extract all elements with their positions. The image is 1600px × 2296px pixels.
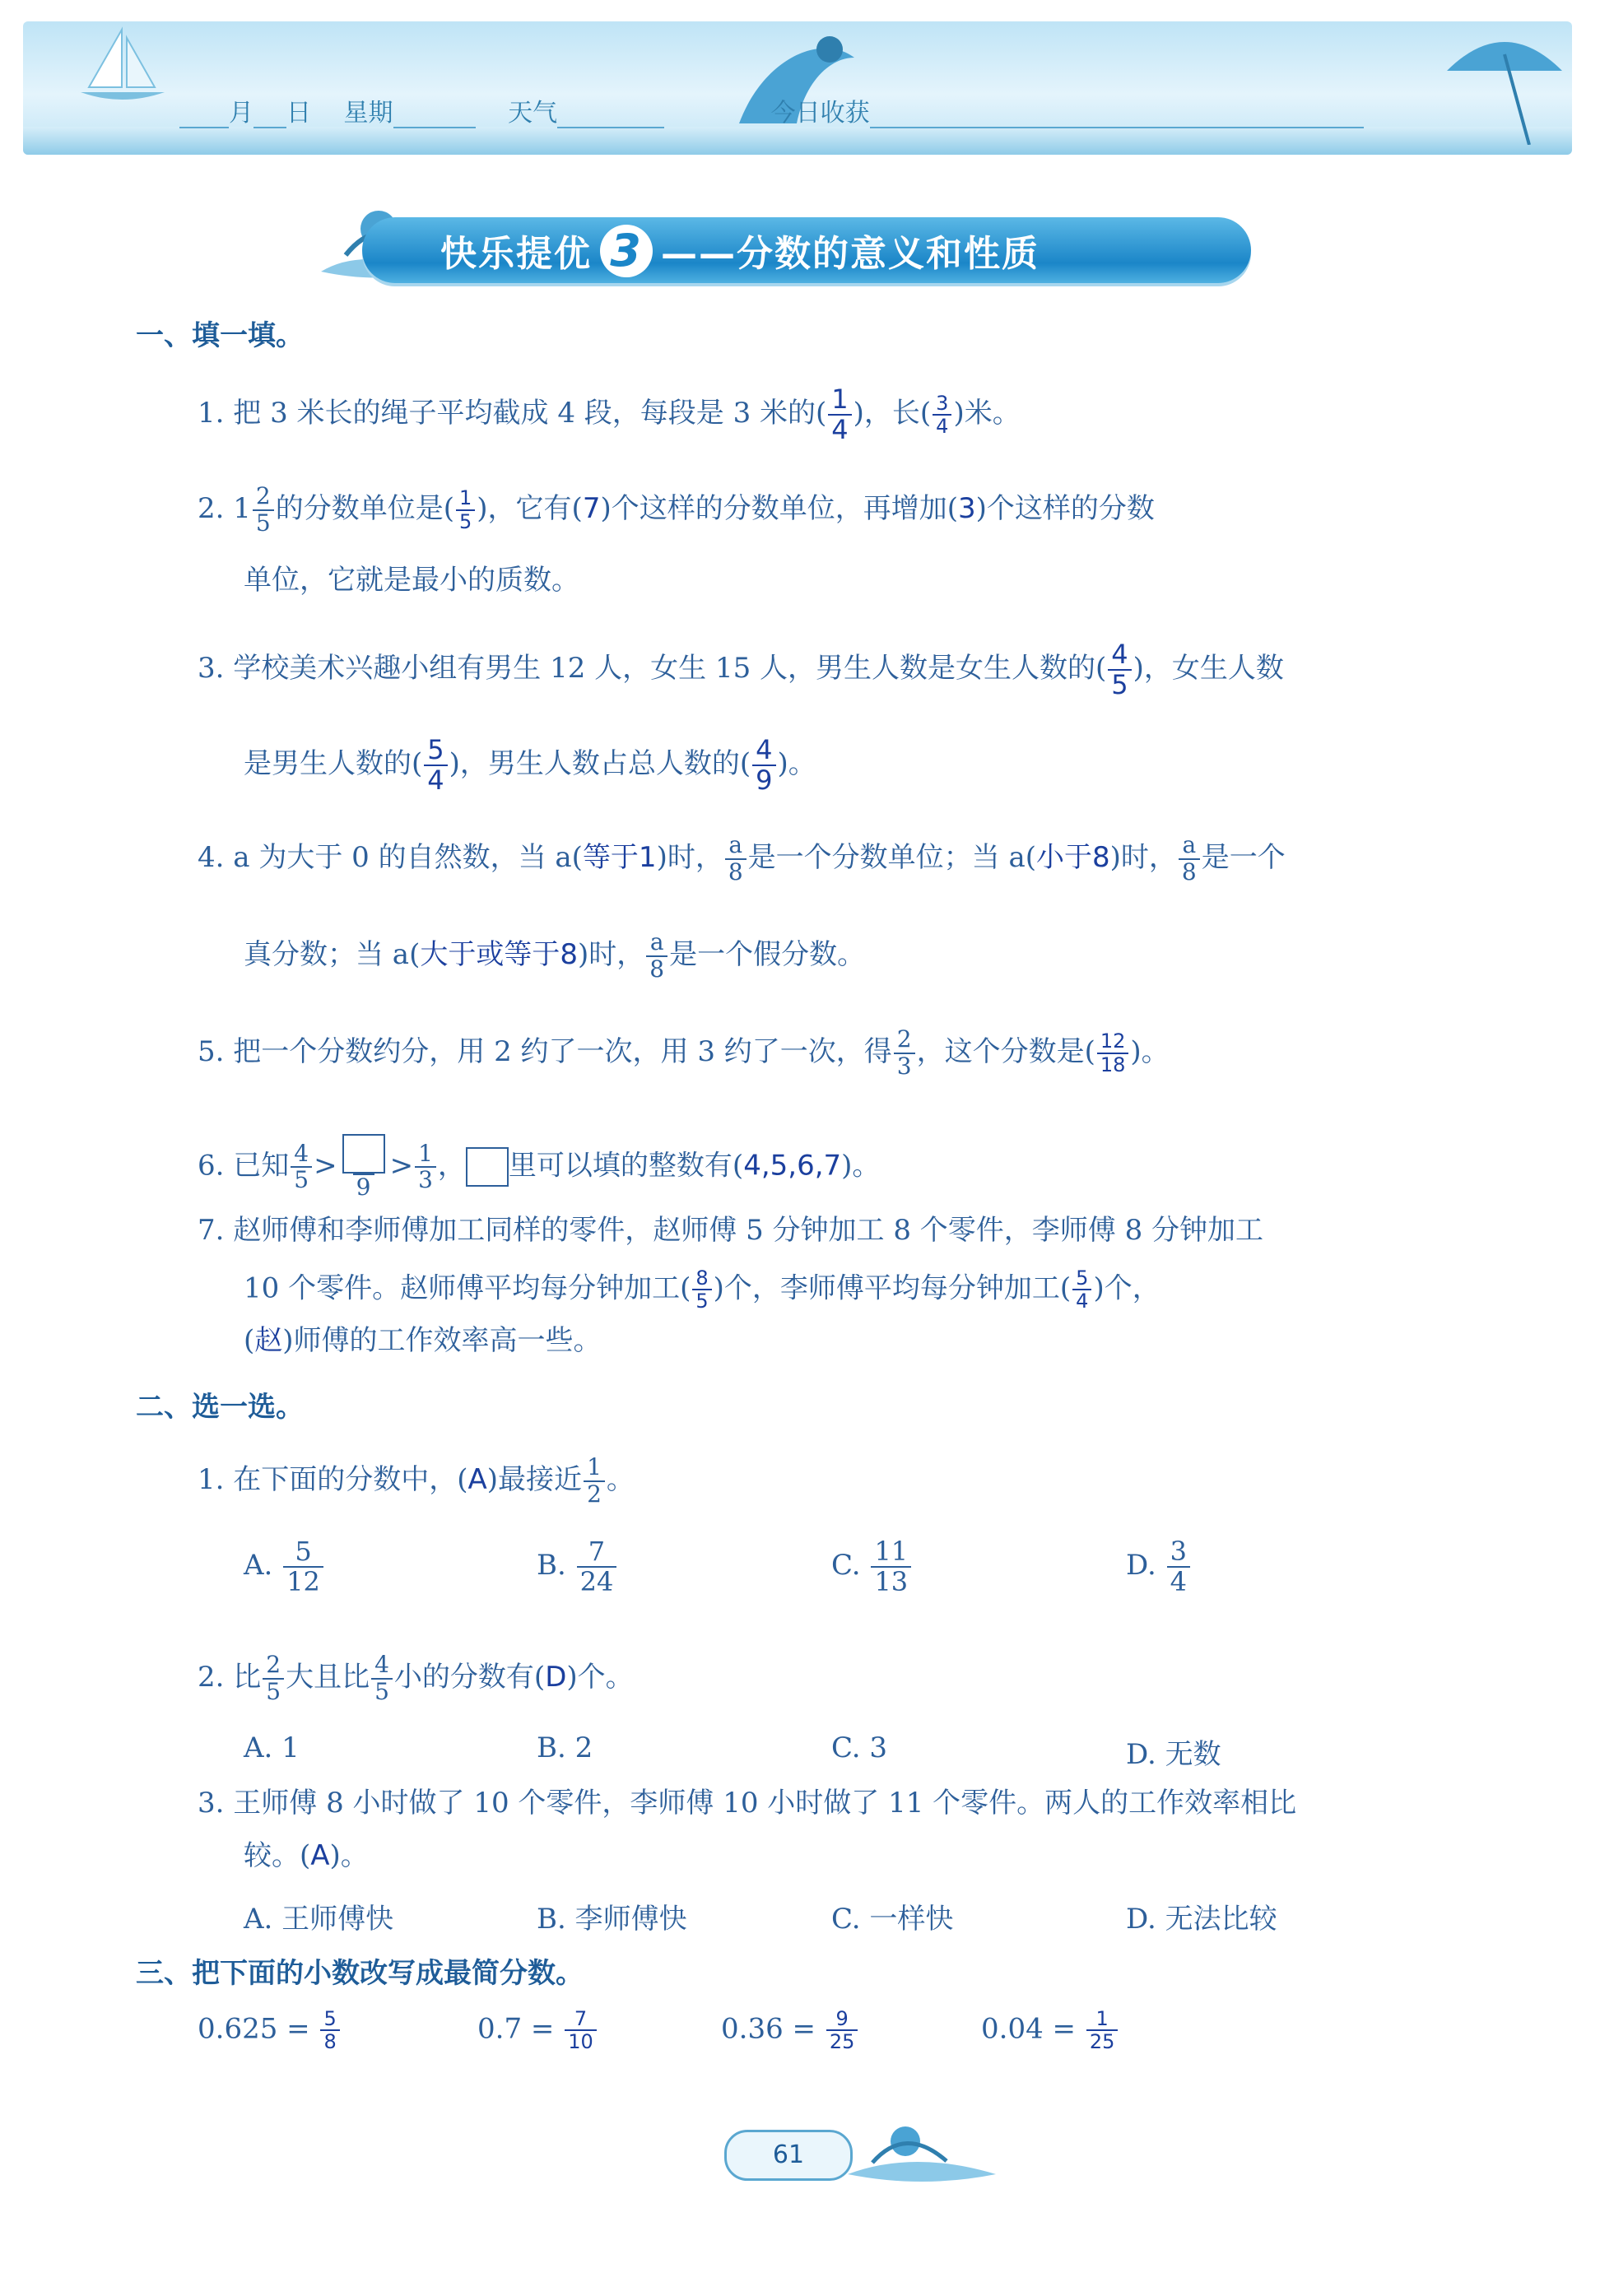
c2: 2. 比 $\frac{2}{5}$ 大且比 $\frac{4}{5}$ 小的分数有(D)个。 <box>198 1651 634 1705</box>
section1-heading: 一、填一填。 <box>136 319 304 352</box>
answer-fraction: $\frac{5}{4}$ <box>1072 1267 1091 1313</box>
c2-option-b[interactable]: B. 2 <box>537 1731 593 1764</box>
c2-option-c[interactable]: C. 3 <box>831 1731 888 1764</box>
fraction: $\frac{1}{2}$ <box>584 1455 605 1508</box>
fraction: $\frac{4}{5}$ <box>291 1141 312 1194</box>
answer-fraction: $\frac{3}{4}$ <box>933 393 951 438</box>
c2-option-a[interactable]: A. 1 <box>244 1731 300 1764</box>
c1: 1. 在下面的分数中，(A)最接近 $\frac{1}{2}$ 。 <box>198 1453 635 1508</box>
title-banner <box>362 217 1251 283</box>
swimmer-footer-icon <box>840 2117 1004 2191</box>
fraction: $\frac{2}{3}$ <box>894 1027 915 1080</box>
q7-line2: 10 个零件。赵师傅平均每分钟加工( $\frac{8}{5}$ )个，李师傅平均每分钟加工( $\frac{5}{4}$ )个， <box>244 1267 1160 1313</box>
c3: 3. 王师傅 8 小时做了 10 个零件，李师傅 10 小时做了 11 个零件。两人的工作效率相比 <box>198 1787 1297 1820</box>
c1-option-b[interactable]: B. $\frac{7}{24}$ <box>537 1537 618 1597</box>
q4-line2: 真分数；当 a(大于或等于8)时， $\frac{a}{8}$ 是一个假分数。 <box>244 928 866 983</box>
box-fraction: 9 <box>339 1134 388 1201</box>
s3-item-3: 0.36 = $\frac{9}{25}$ <box>721 2008 859 2053</box>
q7-line3: (赵)师傅的工作效率高一些。 <box>244 1324 602 1357</box>
s3-item-1: 0.625 = $\frac{5}{8}$ <box>198 2008 342 2053</box>
mixed-fraction: $\frac{2}{5}$ <box>253 484 274 537</box>
fraction: $\frac{4}{5}$ <box>371 1652 393 1705</box>
answer-fraction: $\frac{5}{4}$ <box>424 736 447 795</box>
section2-heading: 二、选一选。 <box>136 1391 304 1424</box>
c3-option-c[interactable]: C. 一样快 <box>831 1903 954 1936</box>
header-banner <box>23 21 1572 155</box>
answer-fraction: $\frac{4}{5}$ <box>1108 640 1131 699</box>
blank-box <box>342 1134 385 1174</box>
s3-item-4: 0.04 = $\frac{1}{25}$ <box>981 2008 1119 2053</box>
blank-box <box>466 1147 509 1187</box>
q7: 7. 赵师傅和李师傅加工同样的零件，赵师傅 5 分钟加工 8 个零件，李师傅 8 分钟加工 <box>198 1214 1264 1247</box>
answer-fraction: $\frac{12}{18}$ <box>1097 1030 1129 1076</box>
q2-line2: 单位，它就是最小的质数。 <box>244 564 579 597</box>
fraction-a-8: $\frac{a}{8}$ <box>646 930 667 983</box>
month-label: 月 <box>229 99 253 128</box>
title-left: 快乐提优 <box>440 233 592 275</box>
answer-fraction: $\frac{1}{4}$ <box>828 385 851 444</box>
title-right: ——分数的意义和性质 <box>661 233 1040 275</box>
c1-option-d[interactable]: D. $\frac{3}{4}$ <box>1126 1537 1192 1597</box>
c2-option-d[interactable]: D. 无数 <box>1126 1738 1221 1771</box>
s3-item-2: 0.7 = $\frac{7}{10}$ <box>477 2008 598 2053</box>
day-label: 日 <box>286 99 311 128</box>
header-date-row <box>179 92 1364 128</box>
c3-line2: 较。(A)。 <box>244 1839 369 1872</box>
fraction: $\frac{1}{3}$ <box>415 1141 436 1194</box>
page-title <box>440 224 1040 277</box>
fraction: $\frac{2}{5}$ <box>263 1652 284 1705</box>
section3-heading: 三、把下面的小数改写成最简分数。 <box>136 1957 584 1990</box>
answer-fraction: $\frac{4}{9}$ <box>752 736 775 795</box>
gain-label: 今日收获 <box>770 99 870 128</box>
sailboat-icon <box>72 21 179 112</box>
dolphin-icon <box>731 25 871 148</box>
q6: 6. 已知 $\frac{4}{5}$ > 9 > $\frac{1}{3}$ ， 里可以填的整数有(4,5,6,7)。 <box>198 1134 880 1201</box>
page-number: 61 <box>724 2130 853 2181</box>
beach-umbrella-icon <box>1439 21 1570 145</box>
answer-fraction: $\frac{1}{5}$ <box>456 487 475 532</box>
c3-option-a[interactable]: A. 王师傅快 <box>244 1903 394 1936</box>
title-number: 3 <box>600 225 653 277</box>
weather-label: 天气 <box>508 99 558 128</box>
q1: 1. 把 3 米长的绳子平均截成 4 段，每段是 3 米的( $\frac{1}{4}$ )，长( $\frac{3}{4}$ )米。 <box>198 383 1021 446</box>
q4: 4. a 为大于 0 的自然数，当 a(等于1)时， $\frac{a}{8}$ 是一个分数单位；当 a(小于8)时， $\frac{a}{8}$ 是一个 <box>198 831 1286 885</box>
fraction-a-8: $\frac{a}{8}$ <box>725 833 747 885</box>
weekday-label: 星期 <box>343 99 393 128</box>
c1-option-a[interactable]: A. $\frac{5}{12}$ <box>244 1537 325 1597</box>
c3-option-b[interactable]: B. 李师傅快 <box>537 1903 687 1936</box>
q2: 2. 1 $\frac{2}{5}$ 的分数单位是( $\frac{1}{5}$ )，它有(7)个这样的分数单位，再增加(3)个这样的分数 <box>198 482 1155 537</box>
q5: 5. 把一个分数约分，用 2 约了一次，用 3 约了一次，得 $\frac{2}{3}$ ，这个分数是( $\frac{12}{18}$ )。 <box>198 1025 1170 1080</box>
c1-option-c[interactable]: C. $\frac{11}{13}$ <box>831 1537 913 1597</box>
answer-fraction: $\frac{8}{5}$ <box>692 1267 711 1313</box>
fraction-a-8: $\frac{a}{8}$ <box>1179 833 1200 885</box>
q3: 3. 学校美术兴趣小组有男生 12 人，女生 15 人，男生人数是女生人数的( $\frac{4}{5}$ )，女生人数 <box>198 639 1284 701</box>
c3-option-d[interactable]: D. 无法比较 <box>1126 1903 1277 1936</box>
q3-line2: 是男生人数的( $\frac{5}{4}$ )，男生人数占总人数的( $\frac{4}{9}$ )。 <box>244 734 816 797</box>
